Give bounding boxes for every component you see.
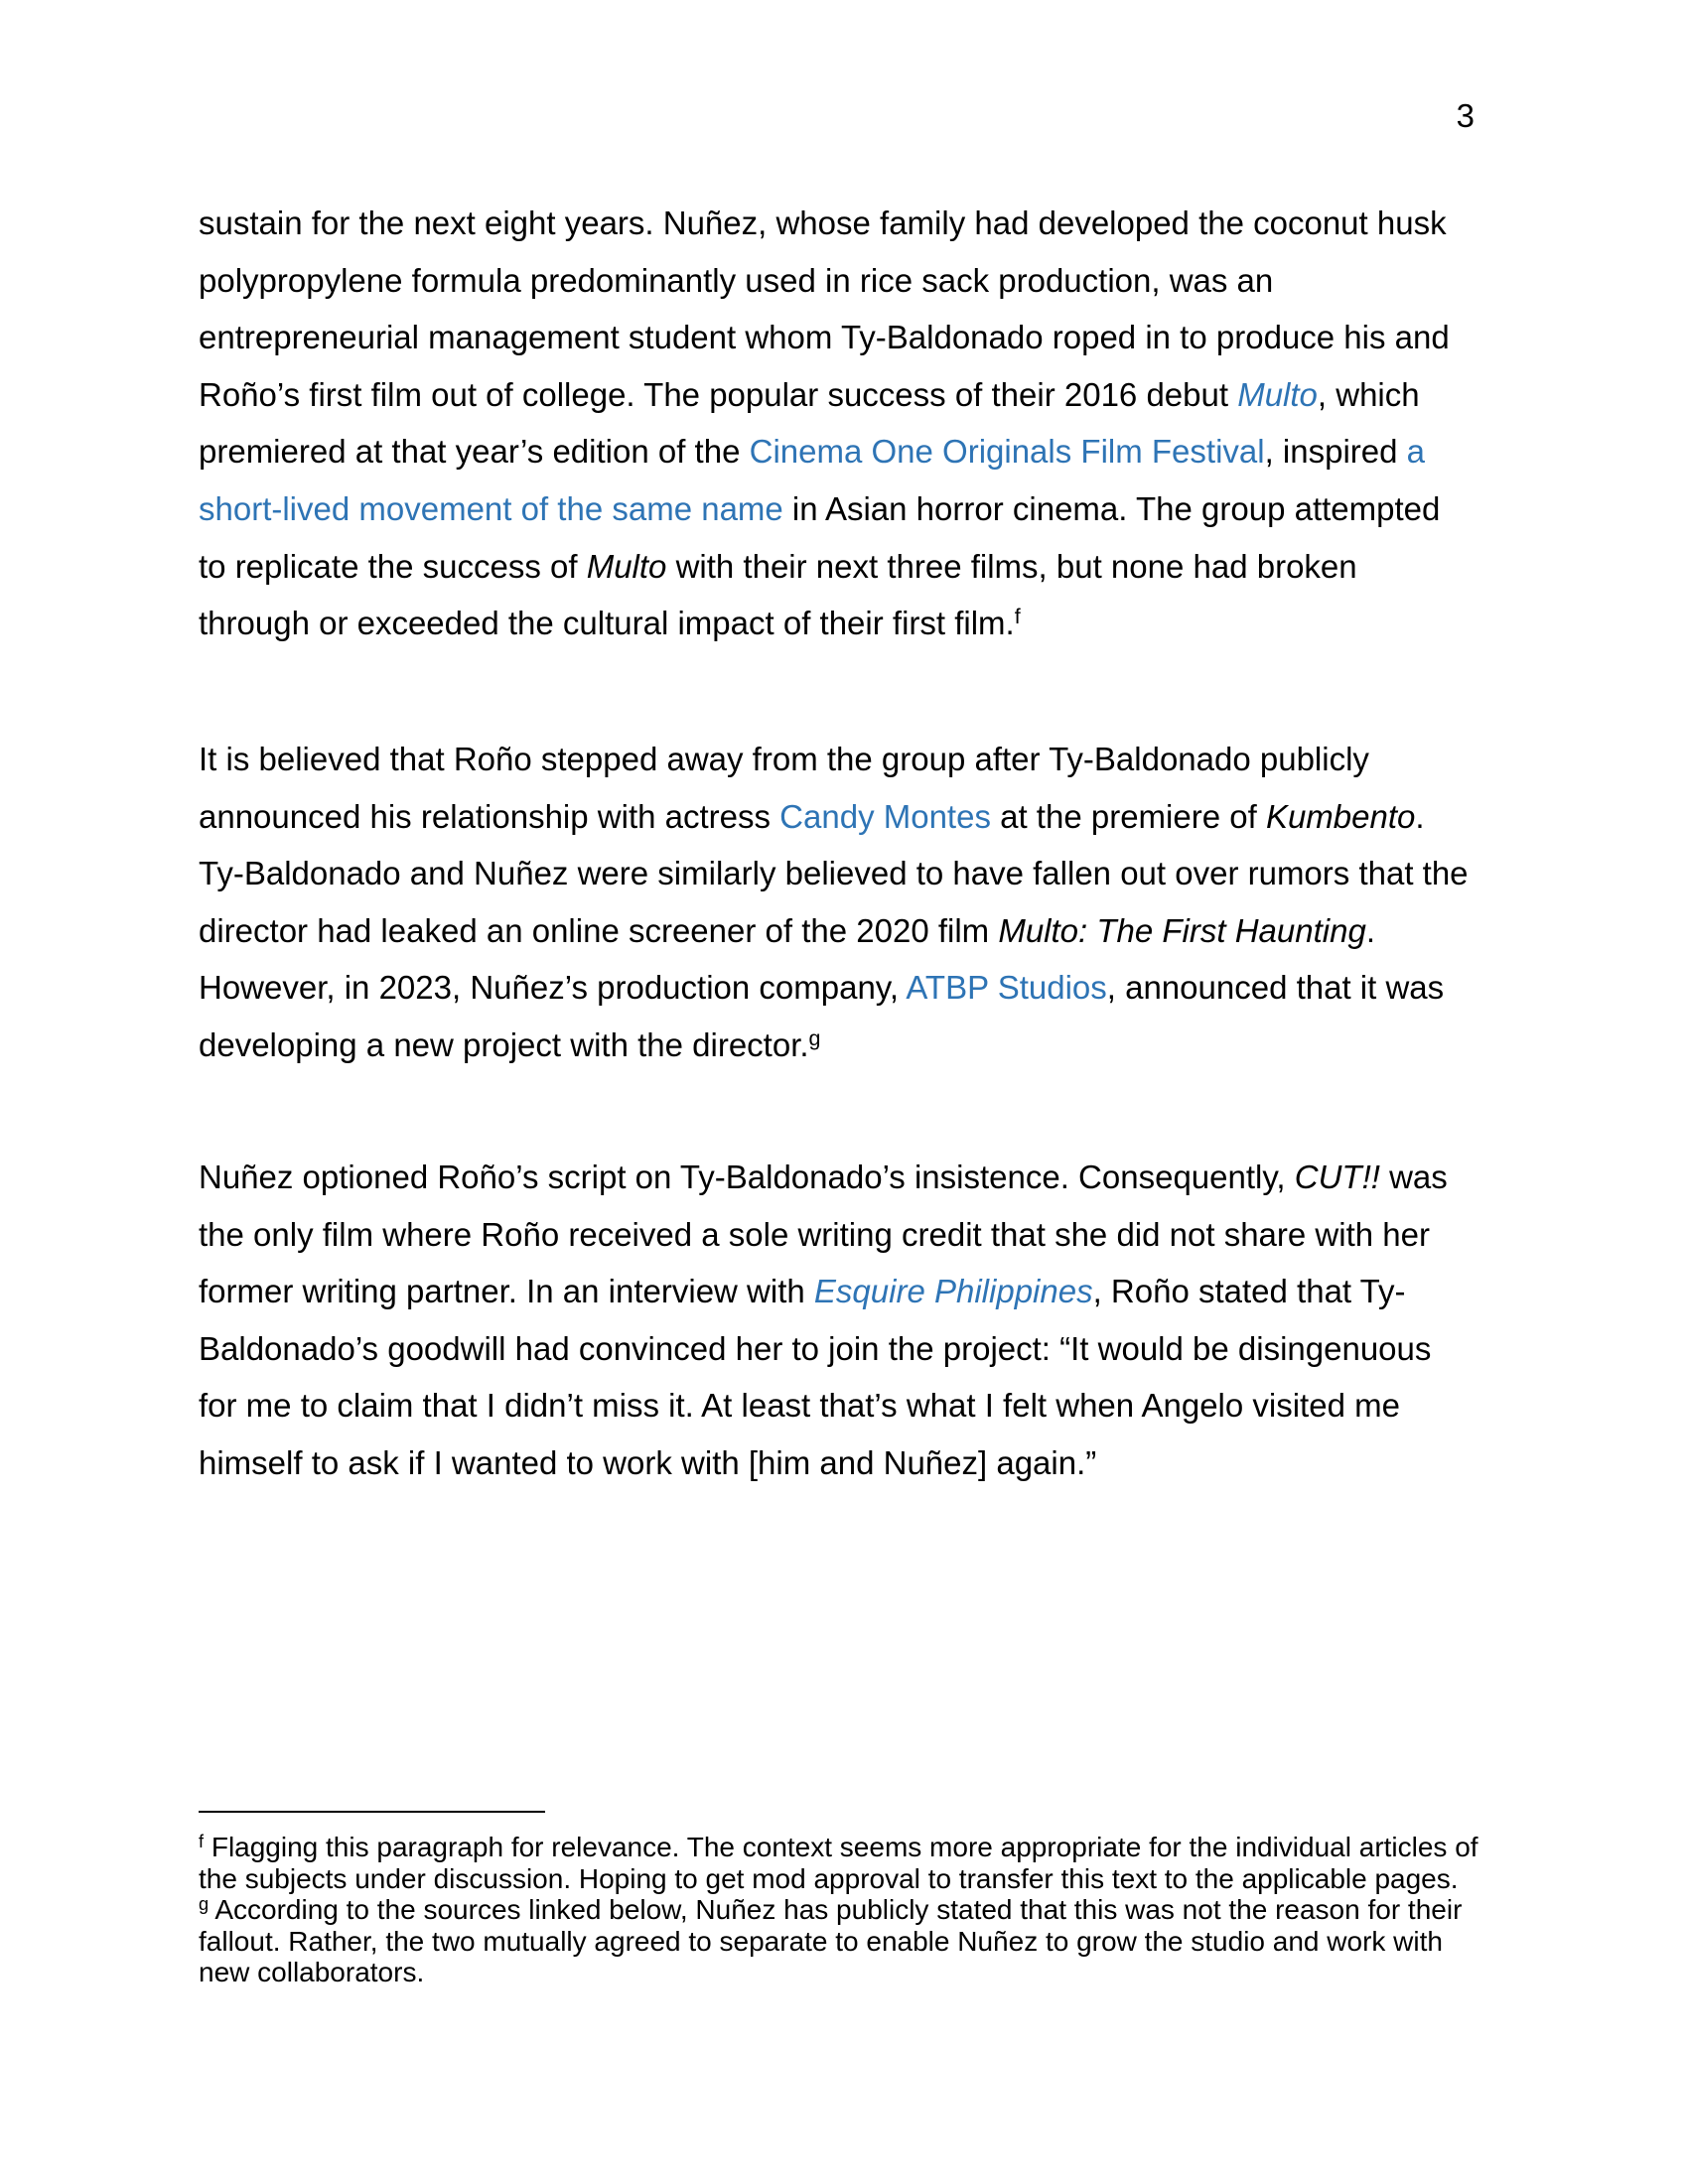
text-line xyxy=(199,423,1589,480)
text-line xyxy=(199,731,1589,788)
hyperlink[interactable]: a xyxy=(1406,433,1426,471)
text-line xyxy=(199,1957,1589,1988)
hyperlink[interactable]: Candy Montes xyxy=(779,797,991,835)
text-run: former writing partner. In an interview with xyxy=(199,1273,814,1310)
text-run: Multo: The First Haunting xyxy=(998,911,1366,949)
text-run: director had leaked an online screener of the 2020 film xyxy=(199,911,999,949)
text-run: Baldonado’s goodwill had convinced her to join the project: “It would be disingenuous xyxy=(199,1329,1432,1367)
text-run: the subjects under discussion. Hoping to get mod approval to transfer this text to the applicable pages. xyxy=(199,1862,1459,1894)
text-run: developing a new project with the director. xyxy=(199,1025,809,1063)
text-line xyxy=(199,1377,1589,1434)
text-run: According to the sources linked below, Nuñez has publicly stated that this was not the reason for their xyxy=(209,1894,1463,1925)
text-run: CUT!! xyxy=(1294,1159,1380,1195)
hyperlink[interactable]: ATBP Studios xyxy=(906,969,1107,1007)
text-run: Flagging this paragraph for relevance. The context seems more appropriate for the individual articles of xyxy=(204,1832,1478,1862)
footnote-ref: g xyxy=(808,1026,821,1051)
text-run: Nuñez optioned Roño’s script on Ty-Baldonado’s insistence. Consequently, xyxy=(199,1159,1295,1195)
text-run: through or exceeded the cultural impact of their first film. xyxy=(199,605,1015,642)
text-line xyxy=(199,1017,1589,1074)
hyperlink[interactable]: Multo xyxy=(1237,375,1318,413)
text-line xyxy=(199,845,1589,902)
text-run: premiered at that year’s edition of the xyxy=(199,433,750,471)
text-line xyxy=(199,1434,1589,1492)
text-run: entrepreneurial management student whom Ty-Baldonado roped in to produce his and xyxy=(199,319,1450,356)
text-run: sustain for the next eight years. Nuñez, whose family had developed the coconut husk xyxy=(199,205,1447,241)
text-line xyxy=(199,1832,1589,1863)
paragraph xyxy=(199,1149,1589,1492)
text-run: Ty-Baldonado and Nuñez were similarly believed to have fallen out over rumors that the xyxy=(199,855,1469,892)
text-run: Roño’s first film out of college. The popular success of their 2016 debut xyxy=(199,375,1238,413)
hyperlink[interactable]: Cinema One Originals Film Festival xyxy=(749,433,1265,471)
text-line xyxy=(199,309,1589,366)
page-number: 3 xyxy=(1456,97,1475,134)
text-run: polypropylene formula predominantly used in rice sack production, was an xyxy=(199,261,1274,299)
footnotes xyxy=(199,1832,1589,1988)
text-run: Kumbento xyxy=(1265,797,1416,835)
text-line xyxy=(199,480,1589,538)
footnote-marker: g xyxy=(199,1893,210,1914)
text-line xyxy=(199,1206,1589,1264)
text-line xyxy=(199,366,1589,424)
text-run: . xyxy=(1415,797,1425,835)
text-line xyxy=(199,1894,1589,1926)
footnote-separator xyxy=(199,1811,545,1813)
text-run: at the premiere of xyxy=(990,797,1266,835)
text-run: announced his relationship with actress xyxy=(199,797,780,835)
text-run: to replicate the success of xyxy=(199,547,587,585)
text-run: , Roño stated that Ty- xyxy=(1092,1273,1406,1310)
text-line xyxy=(199,1863,1589,1895)
hyperlink[interactable]: Esquire Philippines xyxy=(813,1273,1093,1310)
text-run: Multo xyxy=(586,547,667,585)
text-line xyxy=(199,1320,1589,1378)
text-run: However, in 2023, Nuñez’s production company, xyxy=(199,969,907,1007)
text-run: with their next three films, but none had broken xyxy=(666,547,1357,585)
footnote-marker: f xyxy=(199,1831,205,1851)
text-run: fallout. Rather, the two mutually agreed to separate to enable Nuñez to grow the studio and work with xyxy=(199,1925,1443,1957)
text-line xyxy=(199,902,1589,960)
text-line xyxy=(199,538,1589,596)
text-line xyxy=(199,1149,1589,1206)
text-run: new collaborators. xyxy=(199,1957,425,1987)
text-run: , announced that it was xyxy=(1106,969,1445,1007)
text-run: . xyxy=(1365,911,1375,949)
text-run: the only film where Roño received a sole writing credit that she did not share with her xyxy=(199,1215,1430,1253)
hyperlink[interactable]: short-lived movement of the same name xyxy=(199,489,783,527)
text-run: , inspired xyxy=(1264,433,1407,471)
text-run: It is believed that Roño stepped away from the group after Ty-Baldonado publicly xyxy=(199,741,1369,777)
text-run: was xyxy=(1379,1159,1448,1195)
paragraph xyxy=(199,731,1589,1074)
text-line xyxy=(199,252,1589,310)
text-line xyxy=(199,1263,1589,1320)
paragraph xyxy=(199,195,1589,652)
text-run: , which xyxy=(1317,375,1420,413)
text-line xyxy=(199,788,1589,846)
text-run: in Asian horror cinema. The group attempted xyxy=(782,489,1441,527)
text-run: himself to ask if I wanted to work with [him and Nuñez] again.” xyxy=(199,1443,1097,1481)
text-run: for me to claim that I didn’t miss it. At least that’s what I felt when Angelo visited me xyxy=(199,1387,1400,1425)
footnote-ref: f xyxy=(1014,605,1021,629)
text-line xyxy=(199,195,1589,252)
text-line xyxy=(199,959,1589,1017)
text-line xyxy=(199,595,1589,652)
text-line xyxy=(199,1926,1589,1958)
